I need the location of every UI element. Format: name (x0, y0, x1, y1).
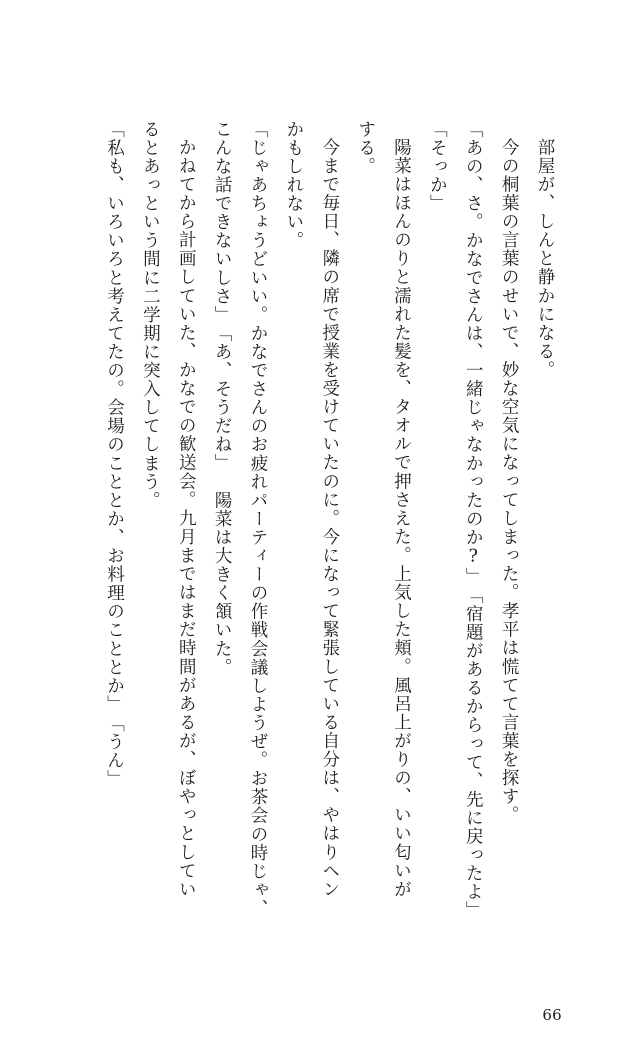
vertical-text-body (58, 120, 562, 950)
text-line: かねてから計画していた、かなでの歓送会。九月まではまだ時間があるが、ぼやっとしてい (176, 138, 197, 899)
text-line: 今の桐葉の言葉のせいで、妙な空気になってしまった。孝平は慌てて言葉を探す。 (499, 138, 520, 825)
text-line: 今まで毎日、隣の席で授業を受けていたのに。今になって緊張している自分は、やはりヘン (319, 138, 340, 899)
text-line: 「宿題があるからって、先に戻ったよ」 (463, 586, 484, 921)
text-line: 陽菜はほんのりと濡れた髪を、タオルで押さえた。上気した頬。風呂上がりの、いい匂いが (391, 138, 412, 899)
text-line: 「うん」 (104, 713, 125, 788)
text-line: 陽菜は大きく頷いた。 (212, 490, 233, 677)
text-line: 部屋が、しんと静かになる。 (535, 138, 555, 380)
text-line: 「私も、いろいろと考えてたの。会場のこととか、お料理のこととか」 (104, 120, 125, 714)
text-line: 「じゃあちょうどいい。かなでさんのお疲れパーティーの作戦会議しようぜ。お茶会の時じゃ、 (248, 120, 268, 918)
text-line: する。 (355, 120, 376, 176)
text-line: かもしれない。 (283, 120, 304, 250)
text-line: こんな話できないしさ」 (212, 120, 233, 325)
text-line: 「そっか」 (427, 120, 448, 213)
text-line: るとあっという間に二学期に突入してしまう。 (140, 120, 161, 510)
text-line: 「あの、さ。かなでさんは、一緒じゃなかったのか?」 (463, 120, 484, 587)
page-number: 66 (542, 1006, 562, 1024)
text-line: 「あ、そうだね」 (212, 324, 233, 473)
